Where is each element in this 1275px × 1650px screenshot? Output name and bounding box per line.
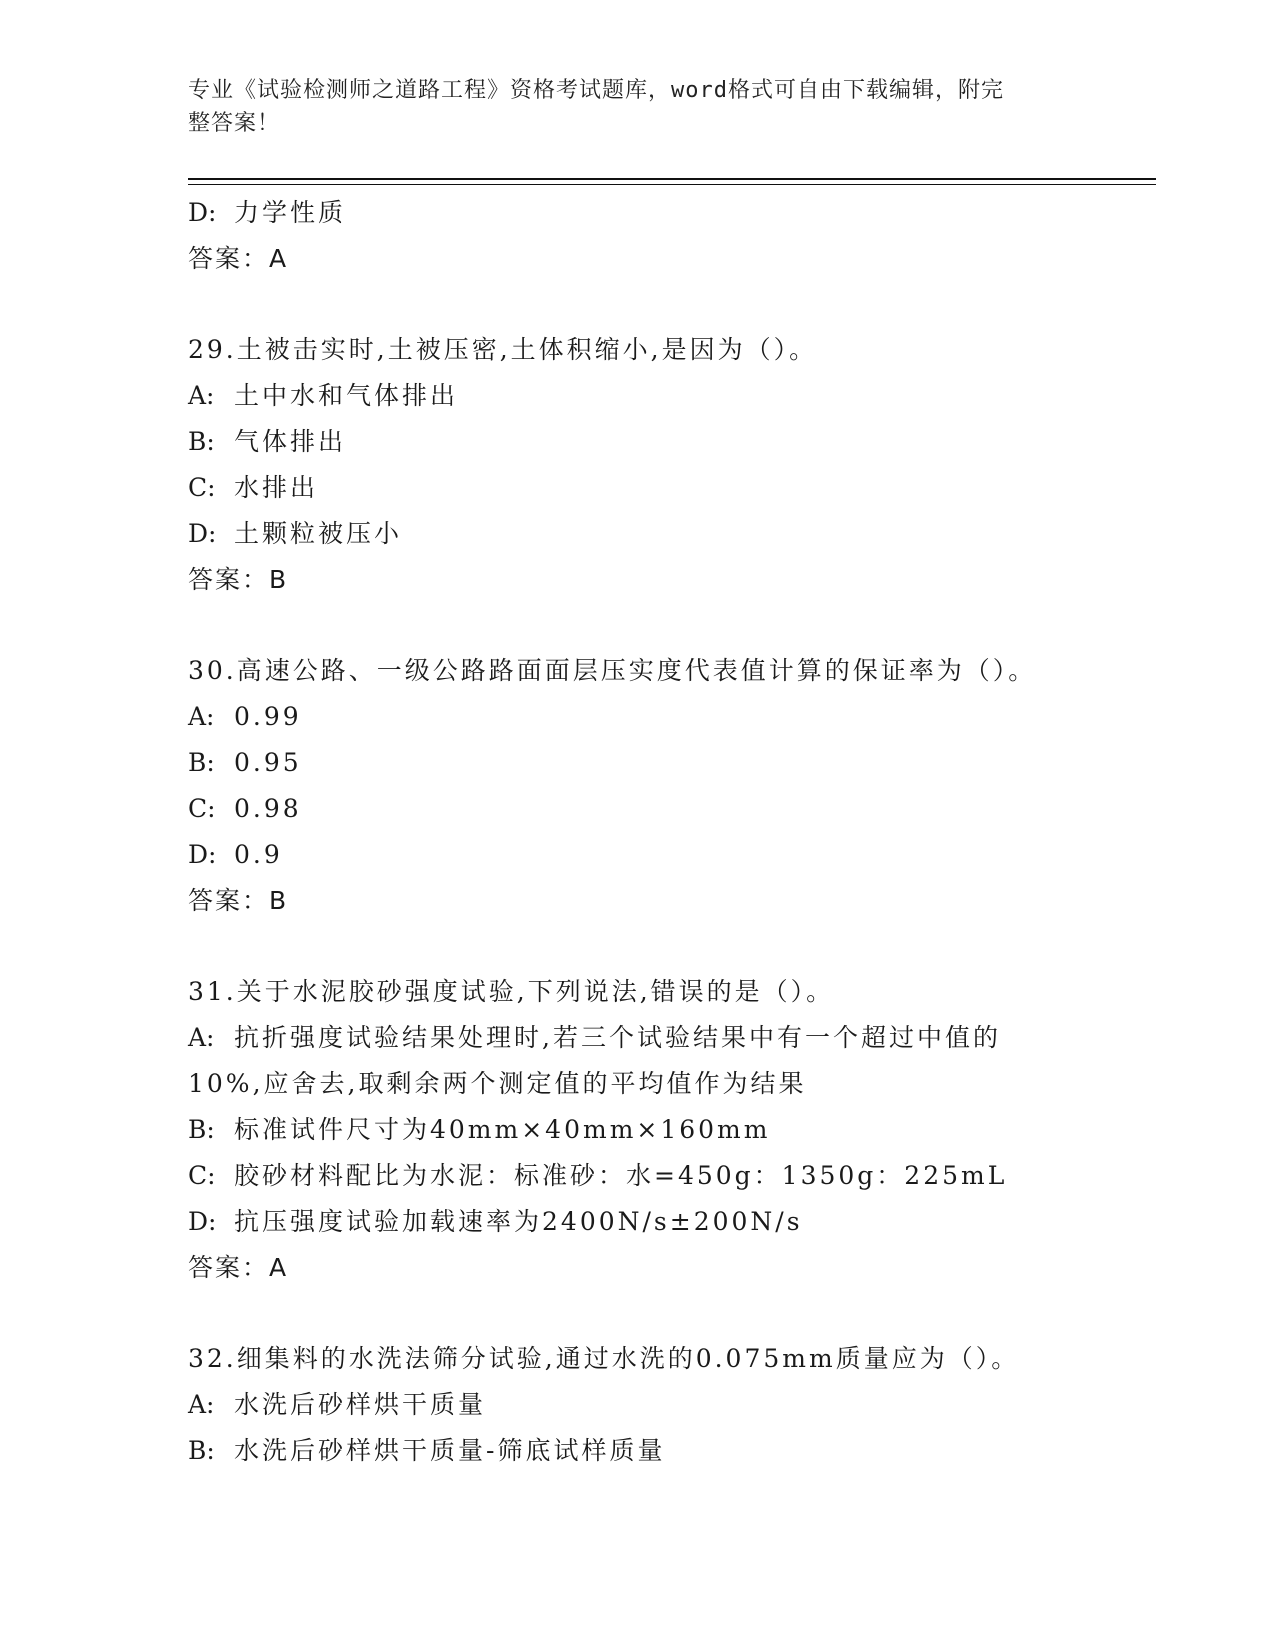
option-text: 0.99 (234, 702, 302, 731)
option-text: 抗压强度试验加载速率为2400N/s±200N/s (234, 1207, 803, 1236)
option-label: A: (188, 381, 215, 410)
option-text: 土颗粒被压小 (234, 519, 403, 548)
option-b (188, 1428, 1128, 1474)
answer: 答案：B (188, 565, 289, 594)
option-d (188, 832, 1128, 878)
option-label: D: (188, 840, 217, 869)
option-b (188, 740, 1128, 786)
option-label: B: (188, 1115, 215, 1144)
option-text: 水洗后砂样烘干质量-筛底试样质量 (234, 1436, 666, 1465)
answer: 答案：B (188, 886, 289, 915)
option-label: B: (188, 748, 215, 777)
option-a (188, 373, 1128, 419)
option-text: 土中水和气体排出 (234, 381, 459, 410)
question-stem-32: 32.细集料的水洗法筛分试验,通过水洗的0.075mm质量应为（）。 (188, 1344, 1020, 1373)
question-stem-30: 30.高速公路、一级公路路面面层压实度代表值计算的保证率为（）。 (188, 656, 1037, 685)
option-d (188, 190, 1128, 236)
option-label: D: (188, 519, 217, 548)
option-label: A: (188, 702, 215, 731)
option-c (188, 465, 1128, 511)
option-text: 水洗后砂样烘干质量 (234, 1390, 487, 1419)
option-label: D: (188, 1207, 217, 1236)
option-b (188, 1107, 1128, 1153)
option-label: C: (188, 1161, 216, 1190)
option-text: 抗折强度试验结果处理时,若三个试验结果中有一个超过中值的 (234, 1023, 1001, 1052)
option-text: 标准试件尺寸为40mm×40mm×160mm (234, 1115, 771, 1144)
answer: 答案：A (188, 244, 289, 273)
option-label: C: (188, 794, 216, 823)
option-label: D: (188, 198, 217, 227)
option-text: 胶砂材料配比为水泥：标准砂：水=450g：1350g：225mL (234, 1161, 1008, 1190)
option-text: 水排出 (234, 473, 319, 502)
header-line-1: 专业《试验检测师之道路工程》资格考试题库，word格式可自由下载编辑，附完 (188, 78, 1004, 103)
option-c (188, 786, 1128, 832)
page-header (188, 74, 1068, 140)
option-text: 气体排出 (234, 427, 347, 456)
option-b (188, 419, 1128, 465)
question-stem-31: 31.关于水泥胶砂强度试验,下列说法,错误的是（）。 (188, 977, 835, 1006)
option-a (188, 1382, 1128, 1428)
answer: 答案：A (188, 1253, 289, 1282)
option-label: A: (188, 1023, 215, 1052)
option-label: A: (188, 1390, 215, 1419)
option-label: B: (188, 1436, 215, 1465)
header-rule-thin (188, 184, 1156, 185)
header-rule-thick (188, 178, 1156, 180)
option-c (188, 1153, 1128, 1199)
option-label: C: (188, 473, 216, 502)
option-d (188, 1199, 1128, 1245)
option-a (188, 694, 1128, 740)
header-line-2: 整答案！ (188, 111, 281, 136)
option-label: B: (188, 427, 215, 456)
option-text: 0.98 (234, 794, 302, 823)
option-text: 0.95 (234, 748, 302, 777)
option-text: 力学性质 (234, 198, 347, 227)
document-body (188, 190, 1128, 1474)
option-text: 0.9 (234, 840, 283, 869)
option-d (188, 511, 1128, 557)
option-a-continuation: 10%,应舍去,取剩余两个测定值的平均值作为结果 (188, 1069, 807, 1098)
question-stem-29: 29.土被击实时,土被压密,土体积缩小,是因为（）。 (188, 335, 818, 364)
option-a (188, 1015, 1128, 1061)
